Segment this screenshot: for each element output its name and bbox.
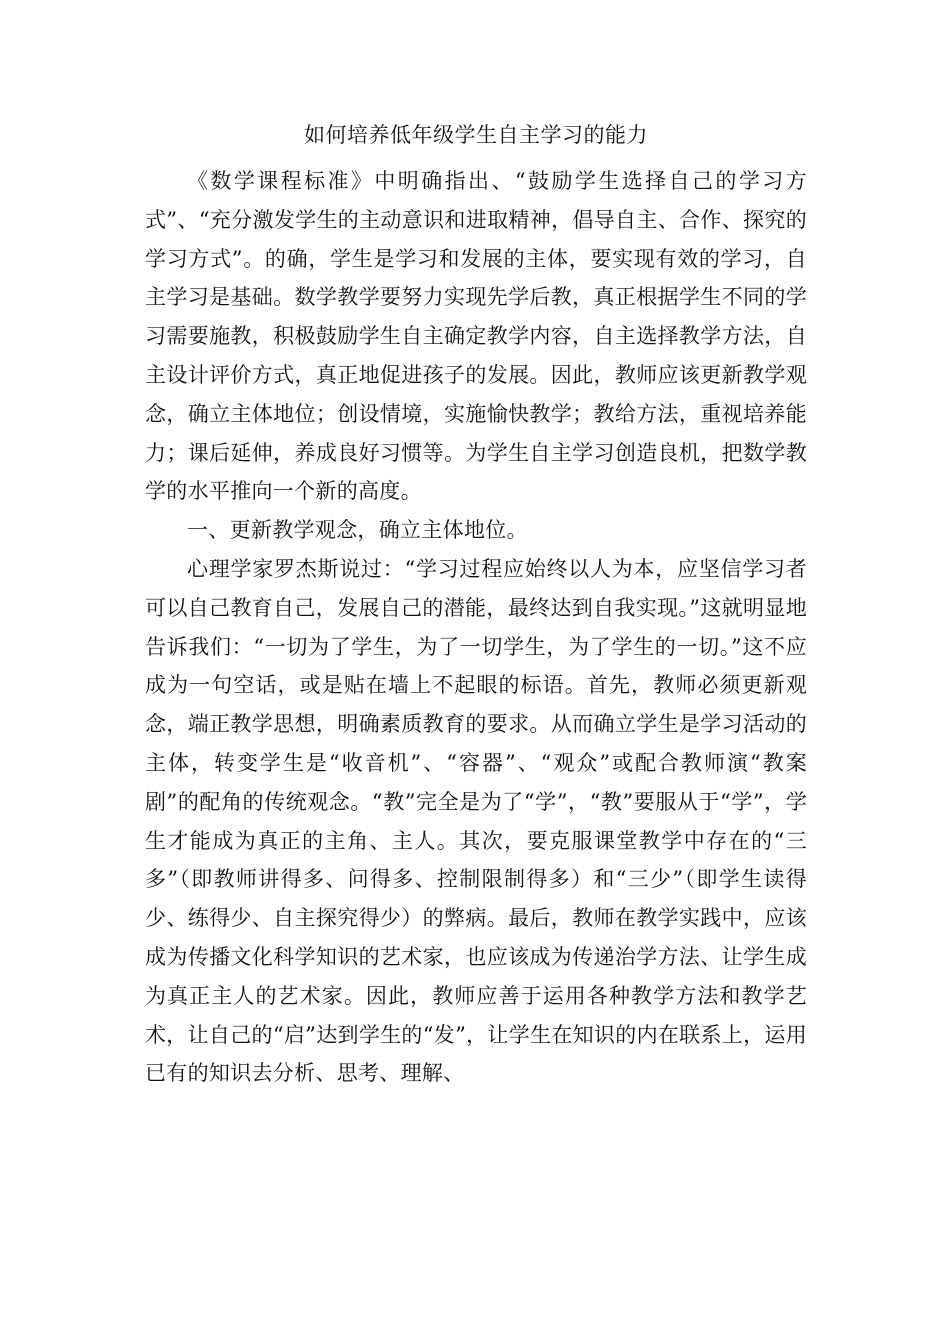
paragraph-section-1: 心理学家罗杰斯说过：“学习过程应始终以人为本，应坚信学习者可以自己教育自己，发展自己的潜能，最终达到自我实现。”这就明显地告诉我们：“一切为了学生，为了一切学生，为了学生的一切。”这不应成为一句空话，或是贴在墙上不起眼的标语。首先，教师必须更新观念，端正教学思想，明确素质教育的要求。从而确立学生是学习活动的主体，转变学生是“收音机”、“容器”、“观众”或配合教师演“教案剧”的配角的传统观念。“教”完全是为了“学”，“教”要服从于“学”，学生才能成为真正的主角、主人。其次，要克服课堂教学中存在的“三多”（即教师讲得多、问得多、控制限制得多）和“三少”（即学生读得少、练得少、自主探究得少）的弊病。最后，教师在教学实践中，应该成为传播文化科学知识的艺术家，也应该成为传递治学方法、让学生成为真正主人的艺术家。因此，教师应善于运用各种教学方法和教学艺术，让自己的“启”达到学生的“发”，让学生在知识的内在联系上，运用已有的知识去分析、思考、理解、: [145, 556, 807, 1086]
document-title: 如何培养低年级学生自主学习的能力: [304, 123, 648, 147]
paragraph-intro: 《数学课程标准》中明确指出、“鼓励学生选择自己的学习方式”、“充分激发学生的主动意识和进取精神，倡导自主、合作、探究的学习方式”。的确，学生是学习和发展的主体，要实现有效的学习，自主学习是基础。数学教学要努力实现先学后教，真正根据学生不同的学习需要施教，积极鼓励学生自主确定教学内容，自主选择教学方法，自主设计评价方式，真正地促进孩子的发展。因此，教师应该更新教学观念，确立主体地位；创设情境，实施愉快教学；教给方法，重视培养能力；课后延伸，养成良好习惯等。为学生自主学习创造良机，把数学教学的水平推向一个新的高度。: [145, 169, 807, 504]
document-body: [145, 118, 807, 1093]
section-heading-1: 一、更新教学观念，确立主体地位。: [187, 518, 528, 543]
